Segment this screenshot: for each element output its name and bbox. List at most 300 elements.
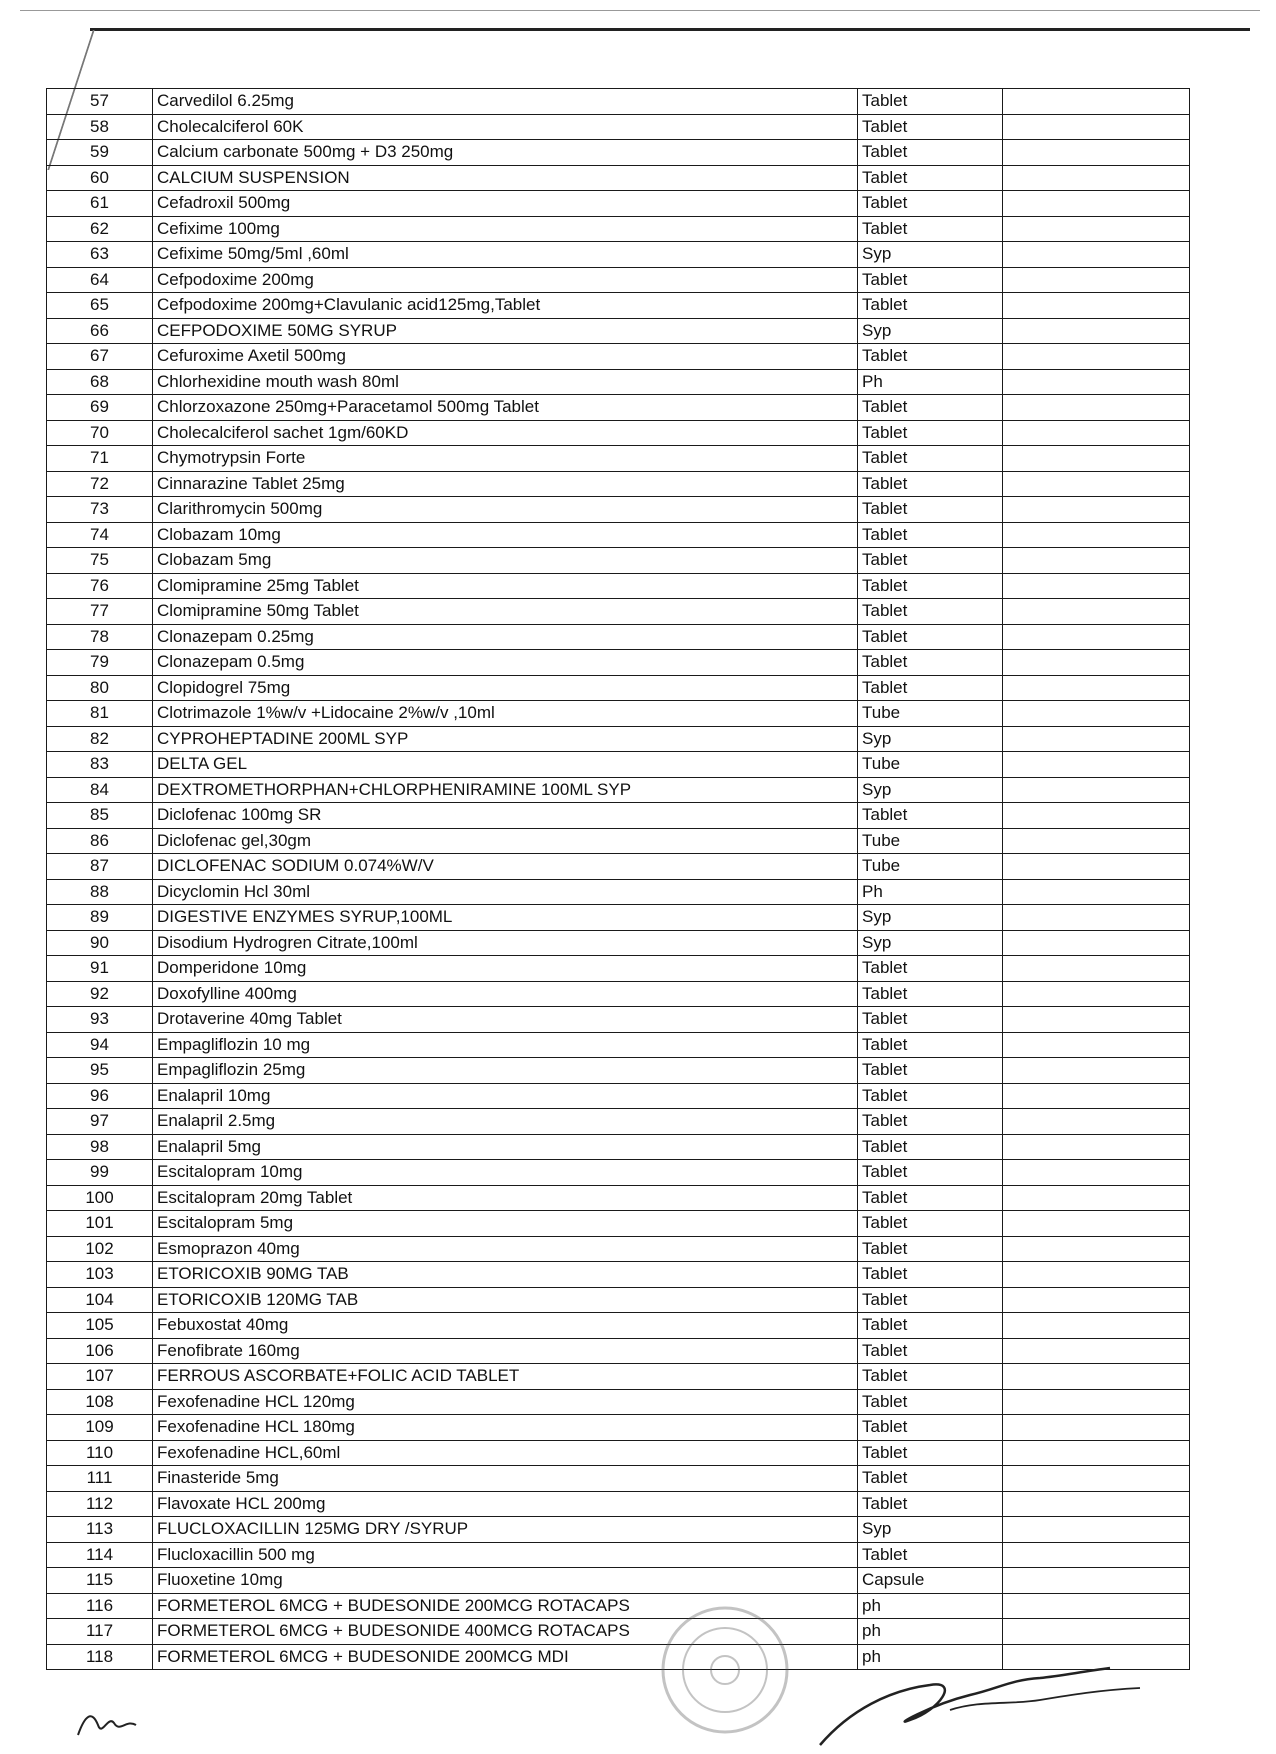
medicine-name: DIGESTIVE ENZYMES SYRUP,100ML bbox=[153, 905, 858, 931]
medicine-name: Febuxostat 40mg bbox=[153, 1313, 858, 1339]
table-row bbox=[47, 1542, 1190, 1568]
medicine-name: FORMETEROL 6MCG + BUDESONIDE 200MCG ROTACAPS bbox=[153, 1593, 858, 1619]
medicine-name: Chlorhexidine mouth wash 80ml bbox=[153, 369, 858, 395]
blank-cell bbox=[1003, 1083, 1190, 1109]
row-number: 67 bbox=[47, 344, 153, 370]
medicine-name: Calcium carbonate 500mg + D3 250mg bbox=[153, 140, 858, 166]
blank-cell bbox=[1003, 446, 1190, 472]
row-number: 89 bbox=[47, 905, 153, 931]
blank-cell bbox=[1003, 191, 1190, 217]
medicine-name: Cefixime 50mg/5ml ,60ml bbox=[153, 242, 858, 268]
row-number: 104 bbox=[47, 1287, 153, 1313]
dosage-form: Tablet bbox=[858, 1058, 1003, 1084]
table-row bbox=[47, 369, 1190, 395]
blank-cell bbox=[1003, 293, 1190, 319]
dosage-form: Tube bbox=[858, 701, 1003, 727]
dosage-form: Tablet bbox=[858, 471, 1003, 497]
medicine-name: Clobazam 10mg bbox=[153, 522, 858, 548]
dosage-form: Tablet bbox=[858, 165, 1003, 191]
dosage-form: Tablet bbox=[858, 89, 1003, 115]
medicine-name: Cefpodoxime 200mg+Clavulanic acid125mg,Tablet bbox=[153, 293, 858, 319]
row-number: 84 bbox=[47, 777, 153, 803]
medicine-name: DELTA GEL bbox=[153, 752, 858, 778]
table-row bbox=[47, 752, 1190, 778]
row-number: 97 bbox=[47, 1109, 153, 1135]
table-row bbox=[47, 624, 1190, 650]
medicine-name: Enalapril 2.5mg bbox=[153, 1109, 858, 1135]
table-row bbox=[47, 1313, 1190, 1339]
medicine-name: Clopidogrel 75mg bbox=[153, 675, 858, 701]
handwritten-signature bbox=[810, 1650, 1170, 1750]
row-number: 88 bbox=[47, 879, 153, 905]
row-number: 69 bbox=[47, 395, 153, 421]
table-row bbox=[47, 1262, 1190, 1288]
blank-cell bbox=[1003, 1389, 1190, 1415]
medicine-name: Escitalopram 10mg bbox=[153, 1160, 858, 1186]
dosage-form: Tablet bbox=[858, 293, 1003, 319]
dosage-form: Tablet bbox=[858, 1083, 1003, 1109]
dosage-form: Tablet bbox=[858, 267, 1003, 293]
blank-cell bbox=[1003, 242, 1190, 268]
table-row bbox=[47, 165, 1190, 191]
row-number: 108 bbox=[47, 1389, 153, 1415]
blank-cell bbox=[1003, 981, 1190, 1007]
row-number: 70 bbox=[47, 420, 153, 446]
blank-cell bbox=[1003, 140, 1190, 166]
dosage-form: Tablet bbox=[858, 1440, 1003, 1466]
table-row bbox=[47, 1287, 1190, 1313]
dosage-form: Syp bbox=[858, 777, 1003, 803]
table-row bbox=[47, 497, 1190, 523]
medicine-name: Chlorzoxazone 250mg+Paracetamol 500mg Tablet bbox=[153, 395, 858, 421]
medicine-name: Cefpodoxime 200mg bbox=[153, 267, 858, 293]
blank-cell bbox=[1003, 777, 1190, 803]
medicine-name: Clotrimazole 1%w/v +Lidocaine 2%w/v ,10ml bbox=[153, 701, 858, 727]
dosage-form: Tube bbox=[858, 828, 1003, 854]
table-row bbox=[47, 522, 1190, 548]
row-number: 63 bbox=[47, 242, 153, 268]
medicine-name: Disodium Hydrogren Citrate,100ml bbox=[153, 930, 858, 956]
medicine-name: Diclofenac gel,30gm bbox=[153, 828, 858, 854]
table-row bbox=[47, 89, 1190, 115]
medicine-name: Flucloxacillin 500 mg bbox=[153, 1542, 858, 1568]
table-row bbox=[47, 420, 1190, 446]
dosage-form: Tablet bbox=[858, 1287, 1003, 1313]
blank-cell bbox=[1003, 420, 1190, 446]
blank-cell bbox=[1003, 1517, 1190, 1543]
dosage-form: Tablet bbox=[858, 1211, 1003, 1237]
row-number: 81 bbox=[47, 701, 153, 727]
blank-cell bbox=[1003, 89, 1190, 115]
row-number: 83 bbox=[47, 752, 153, 778]
blank-cell bbox=[1003, 318, 1190, 344]
dosage-form: Tablet bbox=[858, 650, 1003, 676]
medicine-name: Cefadroxil 500mg bbox=[153, 191, 858, 217]
blank-cell bbox=[1003, 828, 1190, 854]
table-row bbox=[47, 114, 1190, 140]
row-number: 109 bbox=[47, 1415, 153, 1441]
medicine-name: Cinnarazine Tablet 25mg bbox=[153, 471, 858, 497]
blank-cell bbox=[1003, 1007, 1190, 1033]
row-number: 100 bbox=[47, 1185, 153, 1211]
dosage-form: Tablet bbox=[858, 981, 1003, 1007]
dosage-form: Syp bbox=[858, 930, 1003, 956]
blank-cell bbox=[1003, 701, 1190, 727]
blank-cell bbox=[1003, 726, 1190, 752]
blank-cell bbox=[1003, 956, 1190, 982]
blank-cell bbox=[1003, 497, 1190, 523]
row-number: 76 bbox=[47, 573, 153, 599]
row-number: 68 bbox=[47, 369, 153, 395]
blank-cell bbox=[1003, 1287, 1190, 1313]
table-row bbox=[47, 293, 1190, 319]
dosage-form: Tablet bbox=[858, 624, 1003, 650]
table-row bbox=[47, 446, 1190, 472]
table-row bbox=[47, 242, 1190, 268]
table-row bbox=[47, 1466, 1190, 1492]
row-number: 99 bbox=[47, 1160, 153, 1186]
table-row bbox=[47, 777, 1190, 803]
row-number: 93 bbox=[47, 1007, 153, 1033]
medicine-table bbox=[46, 88, 1190, 1670]
dosage-form: Tablet bbox=[858, 1338, 1003, 1364]
blank-cell bbox=[1003, 573, 1190, 599]
medicine-name: Fexofenadine HCL 120mg bbox=[153, 1389, 858, 1415]
medicine-name: Empagliflozin 10 mg bbox=[153, 1032, 858, 1058]
table-row bbox=[47, 981, 1190, 1007]
medicine-name: Fluoxetine 10mg bbox=[153, 1568, 858, 1594]
blank-cell bbox=[1003, 1568, 1190, 1594]
blank-cell bbox=[1003, 1109, 1190, 1135]
dosage-form: Tablet bbox=[858, 548, 1003, 574]
row-number: 92 bbox=[47, 981, 153, 1007]
blank-cell bbox=[1003, 548, 1190, 574]
blank-cell bbox=[1003, 344, 1190, 370]
dosage-form: Tablet bbox=[858, 1313, 1003, 1339]
row-number: 98 bbox=[47, 1134, 153, 1160]
row-number: 118 bbox=[47, 1644, 153, 1670]
dosage-form: Tube bbox=[858, 854, 1003, 880]
medicine-name: Flavoxate HCL 200mg bbox=[153, 1491, 858, 1517]
table-row bbox=[47, 599, 1190, 625]
medicine-name: Esmoprazon 40mg bbox=[153, 1236, 858, 1262]
dosage-form: Tablet bbox=[858, 1109, 1003, 1135]
table-row bbox=[47, 1338, 1190, 1364]
blank-cell bbox=[1003, 930, 1190, 956]
row-number: 73 bbox=[47, 497, 153, 523]
row-number: 66 bbox=[47, 318, 153, 344]
dosage-form: Syp bbox=[858, 726, 1003, 752]
row-number: 65 bbox=[47, 293, 153, 319]
medicine-name: Doxofylline 400mg bbox=[153, 981, 858, 1007]
blank-cell bbox=[1003, 267, 1190, 293]
dosage-form: Tablet bbox=[858, 216, 1003, 242]
medicine-name: FORMETEROL 6MCG + BUDESONIDE 200MCG MDI bbox=[153, 1644, 858, 1670]
blank-cell bbox=[1003, 471, 1190, 497]
blank-cell bbox=[1003, 650, 1190, 676]
table-row bbox=[47, 1568, 1190, 1594]
blank-cell bbox=[1003, 1466, 1190, 1492]
row-number: 64 bbox=[47, 267, 153, 293]
table-row bbox=[47, 803, 1190, 829]
blank-cell bbox=[1003, 1058, 1190, 1084]
medicine-name: DICLOFENAC SODIUM 0.074%W/V bbox=[153, 854, 858, 880]
dosage-form: Syp bbox=[858, 1517, 1003, 1543]
row-number: 107 bbox=[47, 1364, 153, 1390]
medicine-name: Fexofenadine HCL 180mg bbox=[153, 1415, 858, 1441]
blank-cell bbox=[1003, 599, 1190, 625]
row-number: 72 bbox=[47, 471, 153, 497]
blank-cell bbox=[1003, 1619, 1190, 1645]
row-number: 85 bbox=[47, 803, 153, 829]
row-number: 78 bbox=[47, 624, 153, 650]
medicine-name: FLUCLOXACILLIN 125MG DRY /SYRUP bbox=[153, 1517, 858, 1543]
table-row bbox=[47, 1593, 1190, 1619]
blank-cell bbox=[1003, 854, 1190, 880]
table-row bbox=[47, 548, 1190, 574]
blank-cell bbox=[1003, 1542, 1190, 1568]
row-number: 96 bbox=[47, 1083, 153, 1109]
table-row bbox=[47, 573, 1190, 599]
blank-cell bbox=[1003, 879, 1190, 905]
blank-cell bbox=[1003, 1032, 1190, 1058]
medicine-name: Cholecalciferol 60K bbox=[153, 114, 858, 140]
dosage-form: Syp bbox=[858, 318, 1003, 344]
medicine-name: Dicyclomin Hcl 30ml bbox=[153, 879, 858, 905]
dosage-form: Tablet bbox=[858, 1364, 1003, 1390]
dosage-form: Tablet bbox=[858, 1160, 1003, 1186]
medicine-name: Clobazam 5mg bbox=[153, 548, 858, 574]
blank-cell bbox=[1003, 1491, 1190, 1517]
row-number: 95 bbox=[47, 1058, 153, 1084]
blank-cell bbox=[1003, 1364, 1190, 1390]
blank-cell bbox=[1003, 1185, 1190, 1211]
dosage-form: Tube bbox=[858, 752, 1003, 778]
table-row bbox=[47, 1211, 1190, 1237]
table-row bbox=[47, 471, 1190, 497]
dosage-form: Tablet bbox=[858, 956, 1003, 982]
dosage-form: Tablet bbox=[858, 1466, 1003, 1492]
dosage-form: Ph bbox=[858, 369, 1003, 395]
medicine-name: Enalapril 10mg bbox=[153, 1083, 858, 1109]
dosage-form: Tablet bbox=[858, 1415, 1003, 1441]
row-number: 86 bbox=[47, 828, 153, 854]
dosage-form: ph bbox=[858, 1644, 1003, 1670]
medicine-name: Escitalopram 5mg bbox=[153, 1211, 858, 1237]
table-row bbox=[47, 395, 1190, 421]
dosage-form: Tablet bbox=[858, 420, 1003, 446]
row-number: 94 bbox=[47, 1032, 153, 1058]
row-number: 112 bbox=[47, 1491, 153, 1517]
dosage-form: Tablet bbox=[858, 803, 1003, 829]
row-number: 105 bbox=[47, 1313, 153, 1339]
table-row bbox=[47, 267, 1190, 293]
row-number: 103 bbox=[47, 1262, 153, 1288]
table-row bbox=[47, 1134, 1190, 1160]
row-number: 59 bbox=[47, 140, 153, 166]
dosage-form: Syp bbox=[858, 905, 1003, 931]
dosage-form: Tablet bbox=[858, 522, 1003, 548]
row-number: 113 bbox=[47, 1517, 153, 1543]
blank-cell bbox=[1003, 1415, 1190, 1441]
table-row bbox=[47, 701, 1190, 727]
blank-cell bbox=[1003, 395, 1190, 421]
table-row bbox=[47, 1440, 1190, 1466]
row-number: 115 bbox=[47, 1568, 153, 1594]
medicine-name: Clomipramine 25mg Tablet bbox=[153, 573, 858, 599]
row-number: 102 bbox=[47, 1236, 153, 1262]
header-rule bbox=[90, 28, 1250, 31]
table-row bbox=[47, 930, 1190, 956]
table-row bbox=[47, 344, 1190, 370]
row-number: 75 bbox=[47, 548, 153, 574]
dosage-form: Tablet bbox=[858, 1262, 1003, 1288]
table-row bbox=[47, 1364, 1190, 1390]
row-number: 117 bbox=[47, 1619, 153, 1645]
blank-cell bbox=[1003, 752, 1190, 778]
row-number: 71 bbox=[47, 446, 153, 472]
table-row bbox=[47, 191, 1190, 217]
table-row bbox=[47, 854, 1190, 880]
table-row bbox=[47, 1389, 1190, 1415]
blank-cell bbox=[1003, 114, 1190, 140]
table-row bbox=[47, 1083, 1190, 1109]
row-number: 116 bbox=[47, 1593, 153, 1619]
dosage-form: Capsule bbox=[858, 1568, 1003, 1594]
table-row bbox=[47, 140, 1190, 166]
medicine-name: Carvedilol 6.25mg bbox=[153, 89, 858, 115]
dosage-form: Tablet bbox=[858, 191, 1003, 217]
blank-cell bbox=[1003, 369, 1190, 395]
dosage-form: Tablet bbox=[858, 446, 1003, 472]
table-row bbox=[47, 1619, 1190, 1645]
dosage-form: Tablet bbox=[858, 1185, 1003, 1211]
row-number: 61 bbox=[47, 191, 153, 217]
blank-cell bbox=[1003, 522, 1190, 548]
handwritten-initial bbox=[70, 1705, 150, 1745]
row-number: 79 bbox=[47, 650, 153, 676]
medicine-name: Fenofibrate 160mg bbox=[153, 1338, 858, 1364]
row-number: 57 bbox=[47, 89, 153, 115]
row-number: 80 bbox=[47, 675, 153, 701]
row-number: 60 bbox=[47, 165, 153, 191]
blank-cell bbox=[1003, 216, 1190, 242]
row-number: 90 bbox=[47, 930, 153, 956]
dosage-form: Tablet bbox=[858, 1389, 1003, 1415]
dosage-form: Tablet bbox=[858, 1134, 1003, 1160]
dosage-form: Syp bbox=[858, 242, 1003, 268]
medicine-name: Enalapril 5mg bbox=[153, 1134, 858, 1160]
table-row bbox=[47, 905, 1190, 931]
table-row bbox=[47, 1109, 1190, 1135]
row-number: 91 bbox=[47, 956, 153, 982]
row-number: 106 bbox=[47, 1338, 153, 1364]
medicine-name: Cholecalciferol sachet 1gm/60KD bbox=[153, 420, 858, 446]
medicine-name: CALCIUM SUSPENSION bbox=[153, 165, 858, 191]
dosage-form: Tablet bbox=[858, 1007, 1003, 1033]
blank-cell bbox=[1003, 1160, 1190, 1186]
dosage-form: Tablet bbox=[858, 395, 1003, 421]
dosage-form: Tablet bbox=[858, 497, 1003, 523]
blank-cell bbox=[1003, 1262, 1190, 1288]
row-number: 58 bbox=[47, 114, 153, 140]
table-row bbox=[47, 879, 1190, 905]
blank-cell bbox=[1003, 1440, 1190, 1466]
row-number: 82 bbox=[47, 726, 153, 752]
blank-cell bbox=[1003, 624, 1190, 650]
blank-cell bbox=[1003, 1236, 1190, 1262]
blank-cell bbox=[1003, 1593, 1190, 1619]
table-row bbox=[47, 726, 1190, 752]
medicine-name: Cefixime 100mg bbox=[153, 216, 858, 242]
row-number: 101 bbox=[47, 1211, 153, 1237]
dosage-form: Tablet bbox=[858, 1491, 1003, 1517]
table-row bbox=[47, 956, 1190, 982]
row-number: 77 bbox=[47, 599, 153, 625]
dosage-form: Tablet bbox=[858, 1542, 1003, 1568]
table-row bbox=[47, 1160, 1190, 1186]
blank-cell bbox=[1003, 905, 1190, 931]
blank-cell bbox=[1003, 1338, 1190, 1364]
row-number: 74 bbox=[47, 522, 153, 548]
medicine-name: DEXTROMETHORPHAN+CHLORPHENIRAMINE 100ML SYP bbox=[153, 777, 858, 803]
blank-cell bbox=[1003, 803, 1190, 829]
medicine-name: CEFPODOXIME 50MG SYRUP bbox=[153, 318, 858, 344]
medicine-name: Fexofenadine HCL,60ml bbox=[153, 1440, 858, 1466]
row-number: 62 bbox=[47, 216, 153, 242]
medicine-name: Cefuroxime Axetil 500mg bbox=[153, 344, 858, 370]
dosage-form: Tablet bbox=[858, 1236, 1003, 1262]
dosage-form: Tablet bbox=[858, 1032, 1003, 1058]
table-row bbox=[47, 216, 1190, 242]
medicine-name: ETORICOXIB 90MG TAB bbox=[153, 1262, 858, 1288]
medicine-name: FORMETEROL 6MCG + BUDESONIDE 400MCG ROTACAPS bbox=[153, 1619, 858, 1645]
blank-cell bbox=[1003, 1211, 1190, 1237]
medicine-name: ETORICOXIB 120MG TAB bbox=[153, 1287, 858, 1313]
medicine-name: Domperidone 10mg bbox=[153, 956, 858, 982]
table-row bbox=[47, 1517, 1190, 1543]
medicine-name: Clonazepam 0.5mg bbox=[153, 650, 858, 676]
row-number: 114 bbox=[47, 1542, 153, 1568]
table-row bbox=[47, 1032, 1190, 1058]
table-row bbox=[47, 1236, 1190, 1262]
row-number: 110 bbox=[47, 1440, 153, 1466]
dosage-form: Tablet bbox=[858, 140, 1003, 166]
medicine-name: FERROUS ASCORBATE+FOLIC ACID TABLET bbox=[153, 1364, 858, 1390]
blank-cell bbox=[1003, 165, 1190, 191]
medicine-name: Escitalopram 20mg Tablet bbox=[153, 1185, 858, 1211]
blank-cell bbox=[1003, 1134, 1190, 1160]
page-top-edge bbox=[20, 10, 1260, 11]
medicine-name: Chymotrypsin Forte bbox=[153, 446, 858, 472]
table-row bbox=[47, 650, 1190, 676]
table-row bbox=[47, 1007, 1190, 1033]
blank-cell bbox=[1003, 675, 1190, 701]
medicine-name: Clonazepam 0.25mg bbox=[153, 624, 858, 650]
medicine-name: Clomipramine 50mg Tablet bbox=[153, 599, 858, 625]
medicine-name: Finasteride 5mg bbox=[153, 1466, 858, 1492]
medicine-name: Diclofenac 100mg SR bbox=[153, 803, 858, 829]
dosage-form: ph bbox=[858, 1593, 1003, 1619]
dosage-form: Ph bbox=[858, 879, 1003, 905]
row-number: 87 bbox=[47, 854, 153, 880]
table-row bbox=[47, 318, 1190, 344]
table-row bbox=[47, 1491, 1190, 1517]
medicine-name: Clarithromycin 500mg bbox=[153, 497, 858, 523]
dosage-form: Tablet bbox=[858, 114, 1003, 140]
dosage-form: ph bbox=[858, 1619, 1003, 1645]
table-row bbox=[47, 675, 1190, 701]
